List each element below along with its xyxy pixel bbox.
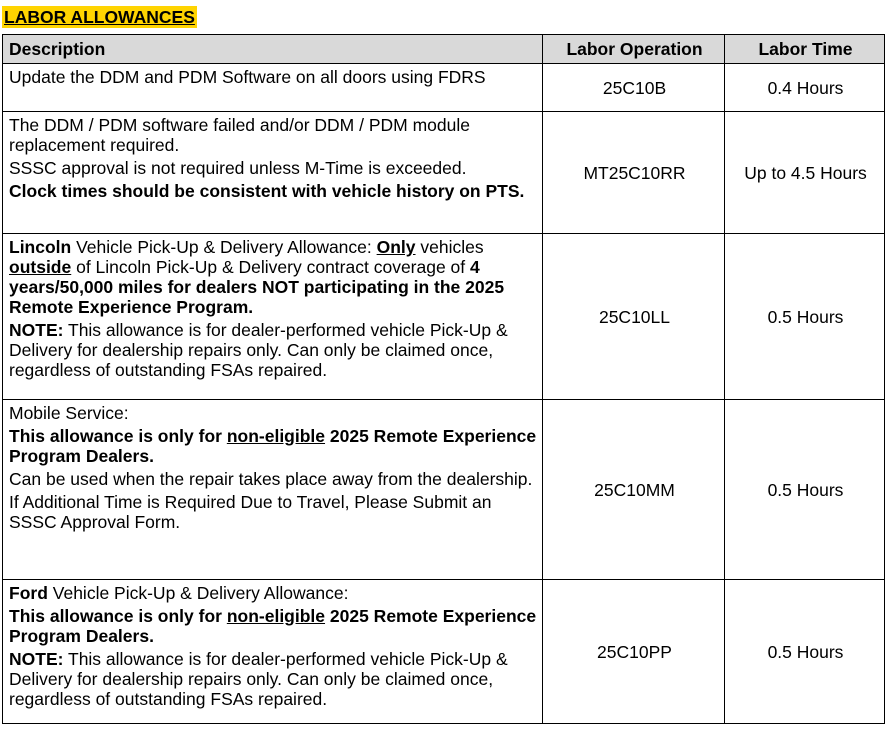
description-text: Mobile Service:	[9, 403, 129, 423]
description-cell	[3, 112, 543, 234]
description-cell	[3, 64, 543, 112]
labor-time-cell: 0.4 Hours	[725, 64, 885, 112]
table-row	[3, 400, 885, 580]
labor-operation-cell: 25C10PP	[543, 580, 725, 724]
labor-operation-cell: 25C10LL	[543, 234, 725, 400]
description-cell	[3, 400, 543, 580]
table-row	[3, 234, 885, 400]
description-bold-text: This allowance is only for non-eligible 2025 Remote Experience Program Dealers.	[9, 606, 537, 646]
section-title: LABOR ALLOWANCES	[4, 7, 195, 27]
table-row	[3, 112, 885, 234]
description-text: Ford Vehicle Pick-Up & Delivery Allowance:	[9, 583, 349, 603]
labor-operation-cell: 25C10B	[543, 64, 725, 112]
labor-time-cell: Up to 4.5 Hours	[725, 112, 885, 234]
description-bold-text: This allowance is only for non-eligible 2025 Remote Experience Program Dealers.	[9, 426, 537, 466]
labor-allowances-table	[2, 34, 885, 724]
header-labor-operation: Labor Operation	[543, 35, 725, 64]
description-text: Lincoln Vehicle Pick-Up & Delivery Allowance: Only vehicles outside of Lincoln Pick-Up & Delivery contract coverage of 4 years/50,000 miles for dealers NOT participating in the 2025 Remote Experience Program.	[9, 237, 505, 317]
description-bold-text: Clock times should be consistent with vehicle history on PTS.	[9, 181, 525, 201]
description-text: SSSC approval is not required unless M-Time is exceeded.	[9, 158, 467, 178]
header-labor-time: Labor Time	[725, 35, 885, 64]
labor-time-cell: 0.5 Hours	[725, 400, 885, 580]
header-description: Description	[3, 35, 543, 64]
labor-time-cell: 0.5 Hours	[725, 580, 885, 724]
note-text: NOTE: This allowance is for dealer-performed vehicle Pick-Up & Delivery for dealership repairs only. Can only be claimed once, regardless of outstanding FSAs repaired.	[9, 649, 508, 709]
labor-operation-cell: MT25C10RR	[543, 112, 725, 234]
description-cell	[3, 580, 543, 724]
table-row	[3, 580, 885, 724]
note-text: NOTE: This allowance is for dealer-performed vehicle Pick-Up & Delivery for dealership repairs only. Can only be claimed once, regardless of outstanding FSAs repaired.	[9, 320, 508, 380]
table-header-row	[3, 35, 885, 64]
description-cell	[3, 234, 543, 400]
labor-time-cell: 0.5 Hours	[725, 234, 885, 400]
table-row	[3, 64, 885, 112]
description-text: Update the DDM and PDM Software on all doors using FDRS	[9, 67, 486, 87]
description-text: If Additional Time is Required Due to Travel, Please Submit an SSSC Approval Form.	[9, 492, 492, 532]
labor-operation-cell: 25C10MM	[543, 400, 725, 580]
description-text: Can be used when the repair takes place away from the dealership.	[9, 469, 533, 489]
description-text: The DDM / PDM software failed and/or DDM / PDM module replacement required.	[9, 115, 470, 155]
